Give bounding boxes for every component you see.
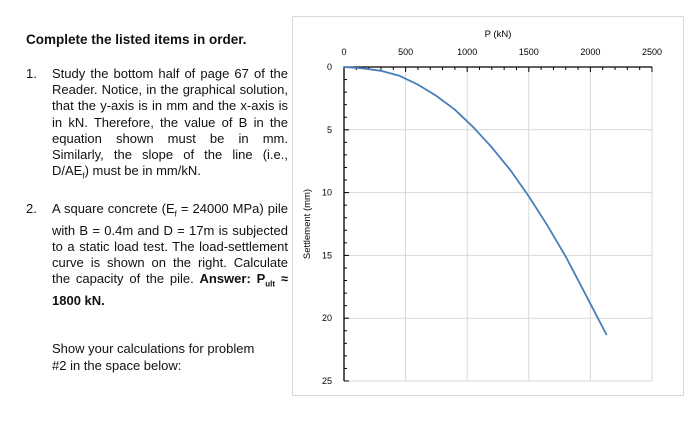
x-tick-label: 1000	[457, 47, 478, 57]
data-point	[606, 334, 608, 336]
data-point	[565, 256, 567, 258]
show-calculations-note: Show your calculations for problem #2 in the space below:	[52, 341, 255, 373]
x-axis-title: P (kN)	[484, 29, 512, 40]
item-number: 2.	[26, 201, 37, 217]
data-point	[472, 126, 474, 128]
data-point	[528, 195, 530, 197]
data-point	[417, 84, 419, 86]
y-axis-title: Settlement (mm)	[302, 188, 313, 260]
y-tick-label: 10	[321, 187, 332, 198]
answer-text: Answer: $P_{ult} \approx 1800$ kN.	[52, 271, 288, 309]
x-tick-label: 2500	[641, 47, 663, 57]
list-item-2	[26, 201, 288, 309]
data-point	[596, 315, 598, 317]
y-tick-label: 15	[321, 250, 332, 261]
data-point	[491, 146, 493, 148]
y-tick-label: 0	[326, 62, 332, 72]
item-number: 1.	[26, 66, 37, 81]
x-tick-label: 1500	[518, 47, 539, 57]
y-tick-label: 25	[321, 376, 332, 386]
instructions-panel	[26, 32, 288, 374]
item-2-text: A square concrete ($E_f = 24000$ MPa) pile with B = 0.4m and D = 17m is subjected to a static load test. The load-settlement curve is shown on the right. Calculate the capacity of the pile. Answer: $P_{ult} \approx 1800$ kN.	[52, 201, 289, 309]
x-tick-label: 500	[398, 47, 414, 57]
data-point	[343, 66, 345, 68]
x-tick-label: 0	[341, 47, 347, 57]
load-settlement-chart	[292, 16, 684, 396]
data-point	[380, 70, 382, 72]
item-1-text: Study the bottom half of page 67 of the Reader. Notice, in the graphical solution, that the y-axis is in mm and the x-axis is in kN. Therefore, the value of B in the equation shown must be in mm. Similarly, the slope of the line (i.e., $D/AE_f$) must be in mm/kN.	[52, 66, 288, 181]
data-point	[362, 67, 364, 69]
data-point	[583, 291, 585, 293]
data-point	[399, 75, 401, 77]
data-point	[546, 224, 548, 226]
chart-frame	[293, 17, 684, 396]
data-point	[454, 109, 456, 111]
list-item-1	[26, 66, 288, 185]
y-tick-label: 5	[326, 124, 332, 135]
instructions-heading: Complete the listed items in order.	[26, 32, 247, 47]
data-point	[436, 95, 438, 97]
x-tick-label: 2000	[580, 47, 601, 57]
y-tick-label: 20	[321, 313, 332, 324]
data-point	[509, 169, 511, 171]
